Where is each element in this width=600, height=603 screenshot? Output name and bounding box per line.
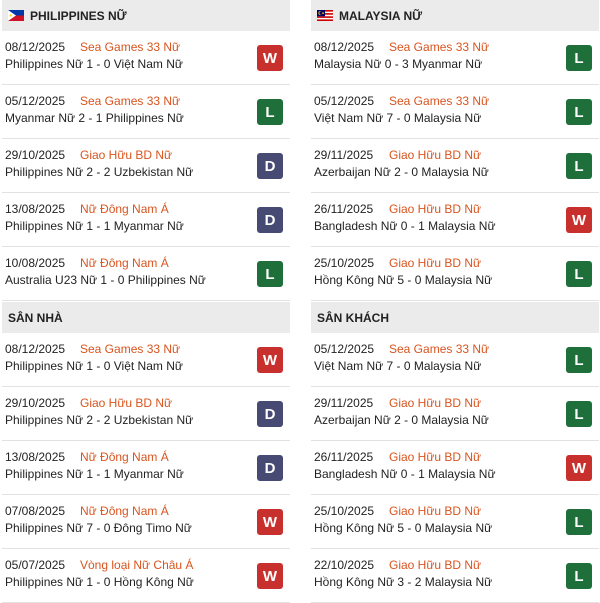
match-date: 29/11/2025 bbox=[314, 148, 374, 162]
match-date: 05/12/2025 bbox=[314, 342, 375, 356]
competition-link[interactable]: Giao Hữu BD Nữ bbox=[389, 256, 482, 270]
result-badge: L bbox=[257, 99, 283, 125]
match-score: Philippines Nữ 1 - 0 Việt Nam Nữ bbox=[5, 359, 183, 373]
match-score: Philippines Nữ 2 - 2 Uzbekistan Nữ bbox=[5, 165, 194, 179]
match-score: Philippines Nữ 2 - 2 Uzbekistan Nữ bbox=[5, 413, 194, 427]
result-badge: W bbox=[566, 455, 592, 481]
result-badge: W bbox=[257, 45, 283, 71]
match-date: 07/08/2025 bbox=[5, 504, 66, 518]
match-row[interactable] bbox=[2, 333, 290, 387]
away-header-label: SÂN KHÁCH bbox=[317, 310, 389, 325]
competition-link[interactable]: Nữ Đông Nam Á bbox=[80, 450, 169, 464]
result-badge: L bbox=[566, 45, 592, 71]
match-date: 29/10/2025 bbox=[5, 396, 66, 410]
away-header bbox=[311, 302, 599, 333]
match-score: Malaysia Nữ 0 - 3 Myanmar Nữ bbox=[314, 57, 483, 71]
philippines-flag-icon bbox=[8, 10, 24, 21]
match-date: 10/08/2025 bbox=[5, 256, 66, 270]
home-header-label: SÂN NHÀ bbox=[8, 310, 63, 325]
match-date: 29/11/2025 bbox=[314, 396, 374, 410]
result-badge: D bbox=[257, 207, 283, 233]
result-badge: L bbox=[566, 261, 592, 287]
competition-link[interactable]: Giao Hữu BD Nữ bbox=[389, 396, 482, 410]
match-score: Myanmar Nữ 2 - 1 Philippines Nữ bbox=[5, 111, 184, 125]
match-row[interactable] bbox=[2, 85, 290, 139]
match-score: Hồng Kông Nữ 5 - 0 Malaysia Nữ bbox=[314, 273, 493, 287]
match-date: 26/11/2025 bbox=[314, 202, 374, 216]
competition-link[interactable]: Giao Hữu BD Nữ bbox=[389, 450, 482, 464]
match-score: Australia U23 Nữ 1 - 0 Philippines Nữ bbox=[5, 273, 206, 287]
match-date: 05/12/2025 bbox=[314, 94, 375, 108]
match-row[interactable] bbox=[311, 441, 599, 495]
philippines-header-label: PHILIPPINES NỮ bbox=[30, 8, 127, 23]
competition-link[interactable]: Nữ Đông Nam Á bbox=[80, 504, 169, 518]
result-badge: D bbox=[257, 153, 283, 179]
competition-link[interactable]: Sea Games 33 Nữ bbox=[80, 342, 181, 356]
malaysia-away-panel bbox=[311, 302, 599, 603]
match-score: Philippines Nữ 1 - 1 Myanmar Nữ bbox=[5, 467, 184, 481]
competition-link[interactable]: Giao Hữu BD Nữ bbox=[389, 504, 482, 518]
match-row[interactable] bbox=[2, 387, 290, 441]
result-badge: W bbox=[257, 509, 283, 535]
philippines-header bbox=[2, 0, 290, 31]
result-badge: L bbox=[566, 401, 592, 427]
match-score: Bangladesh Nữ 0 - 1 Malaysia Nữ bbox=[314, 467, 496, 481]
match-score: Bangladesh Nữ 0 - 1 Malaysia Nữ bbox=[314, 219, 496, 233]
result-badge: L bbox=[566, 509, 592, 535]
result-badge: L bbox=[566, 153, 592, 179]
match-row[interactable] bbox=[2, 193, 290, 247]
competition-link[interactable]: Sea Games 33 Nữ bbox=[389, 342, 490, 356]
competition-link[interactable]: Vòng loại Nữ Châu Á bbox=[80, 558, 194, 572]
result-badge: W bbox=[257, 563, 283, 589]
match-row[interactable] bbox=[311, 31, 599, 85]
match-row[interactable] bbox=[2, 31, 290, 85]
match-row[interactable] bbox=[2, 441, 290, 495]
competition-link[interactable]: Giao Hữu BD Nữ bbox=[80, 396, 173, 410]
competition-link[interactable]: Sea Games 33 Nữ bbox=[80, 94, 181, 108]
result-badge: L bbox=[566, 347, 592, 373]
result-badge: L bbox=[566, 99, 592, 125]
match-date: 22/10/2025 bbox=[314, 558, 375, 572]
match-score: Việt Nam Nữ 7 - 0 Malaysia Nữ bbox=[314, 111, 482, 125]
match-row[interactable] bbox=[2, 247, 290, 301]
result-badge: W bbox=[566, 207, 592, 233]
match-row[interactable] bbox=[2, 495, 290, 549]
home-header bbox=[2, 302, 290, 333]
match-row[interactable] bbox=[311, 193, 599, 247]
result-badge: L bbox=[566, 563, 592, 589]
match-score: Azerbaijan Nữ 2 - 0 Malaysia Nữ bbox=[314, 165, 489, 179]
competition-link[interactable]: Giao Hữu BD Nữ bbox=[389, 202, 482, 216]
competition-link[interactable]: Nữ Đông Nam Á bbox=[80, 256, 169, 270]
competition-link[interactable]: Sea Games 33 Nữ bbox=[389, 94, 490, 108]
malaysia-recent-panel bbox=[311, 0, 599, 301]
philippines-recent-panel bbox=[2, 0, 290, 301]
malaysia-header bbox=[311, 0, 599, 31]
match-score: Hồng Kông Nữ 5 - 0 Malaysia Nữ bbox=[314, 521, 493, 535]
match-row[interactable] bbox=[311, 387, 599, 441]
competition-link[interactable]: Sea Games 33 Nữ bbox=[389, 40, 490, 54]
result-badge: W bbox=[257, 347, 283, 373]
competition-link[interactable]: Giao Hữu BD Nữ bbox=[389, 558, 482, 572]
match-score: Azerbaijan Nữ 2 - 0 Malaysia Nữ bbox=[314, 413, 489, 427]
match-row[interactable] bbox=[311, 85, 599, 139]
malaysia-header-label: MALAYSIA NỮ bbox=[339, 8, 423, 23]
match-date: 13/08/2025 bbox=[5, 450, 66, 464]
match-row[interactable] bbox=[311, 139, 599, 193]
match-row[interactable] bbox=[311, 247, 599, 301]
philippines-home-panel bbox=[2, 302, 290, 603]
match-date: 08/12/2025 bbox=[5, 342, 66, 356]
match-score: Philippines Nữ 7 - 0 Đông Timo Nữ bbox=[5, 521, 192, 535]
match-date: 08/12/2025 bbox=[5, 40, 66, 54]
match-score: Hồng Kông Nữ 3 - 2 Malaysia Nữ bbox=[314, 575, 493, 589]
result-badge: L bbox=[257, 261, 283, 287]
match-date: 13/08/2025 bbox=[5, 202, 66, 216]
result-badge: D bbox=[257, 455, 283, 481]
match-date: 05/12/2025 bbox=[5, 94, 66, 108]
competition-link[interactable]: Giao Hữu BD Nữ bbox=[389, 148, 482, 162]
match-date: 25/10/2025 bbox=[314, 256, 375, 270]
malaysia-flag-icon bbox=[317, 10, 333, 21]
match-date: 26/11/2025 bbox=[314, 450, 374, 464]
competition-link[interactable]: Nữ Đông Nam Á bbox=[80, 202, 169, 216]
match-date: 25/10/2025 bbox=[314, 504, 375, 518]
result-badge: D bbox=[257, 401, 283, 427]
match-score: Việt Nam Nữ 7 - 0 Malaysia Nữ bbox=[314, 359, 482, 373]
competition-link[interactable]: Sea Games 33 Nữ bbox=[80, 40, 181, 54]
match-date: 29/10/2025 bbox=[5, 148, 66, 162]
match-score: Philippines Nữ 1 - 1 Myanmar Nữ bbox=[5, 219, 184, 233]
match-row[interactable] bbox=[311, 495, 599, 549]
match-score: Philippines Nữ 1 - 0 Việt Nam Nữ bbox=[5, 57, 183, 71]
match-date: 08/12/2025 bbox=[314, 40, 375, 54]
match-score: Philippines Nữ 1 - 0 Hồng Kông Nữ bbox=[5, 575, 194, 589]
competition-link[interactable]: Giao Hữu BD Nữ bbox=[80, 148, 173, 162]
match-row[interactable] bbox=[311, 333, 599, 387]
match-row[interactable] bbox=[2, 139, 290, 193]
match-date: 05/07/2025 bbox=[5, 558, 66, 572]
